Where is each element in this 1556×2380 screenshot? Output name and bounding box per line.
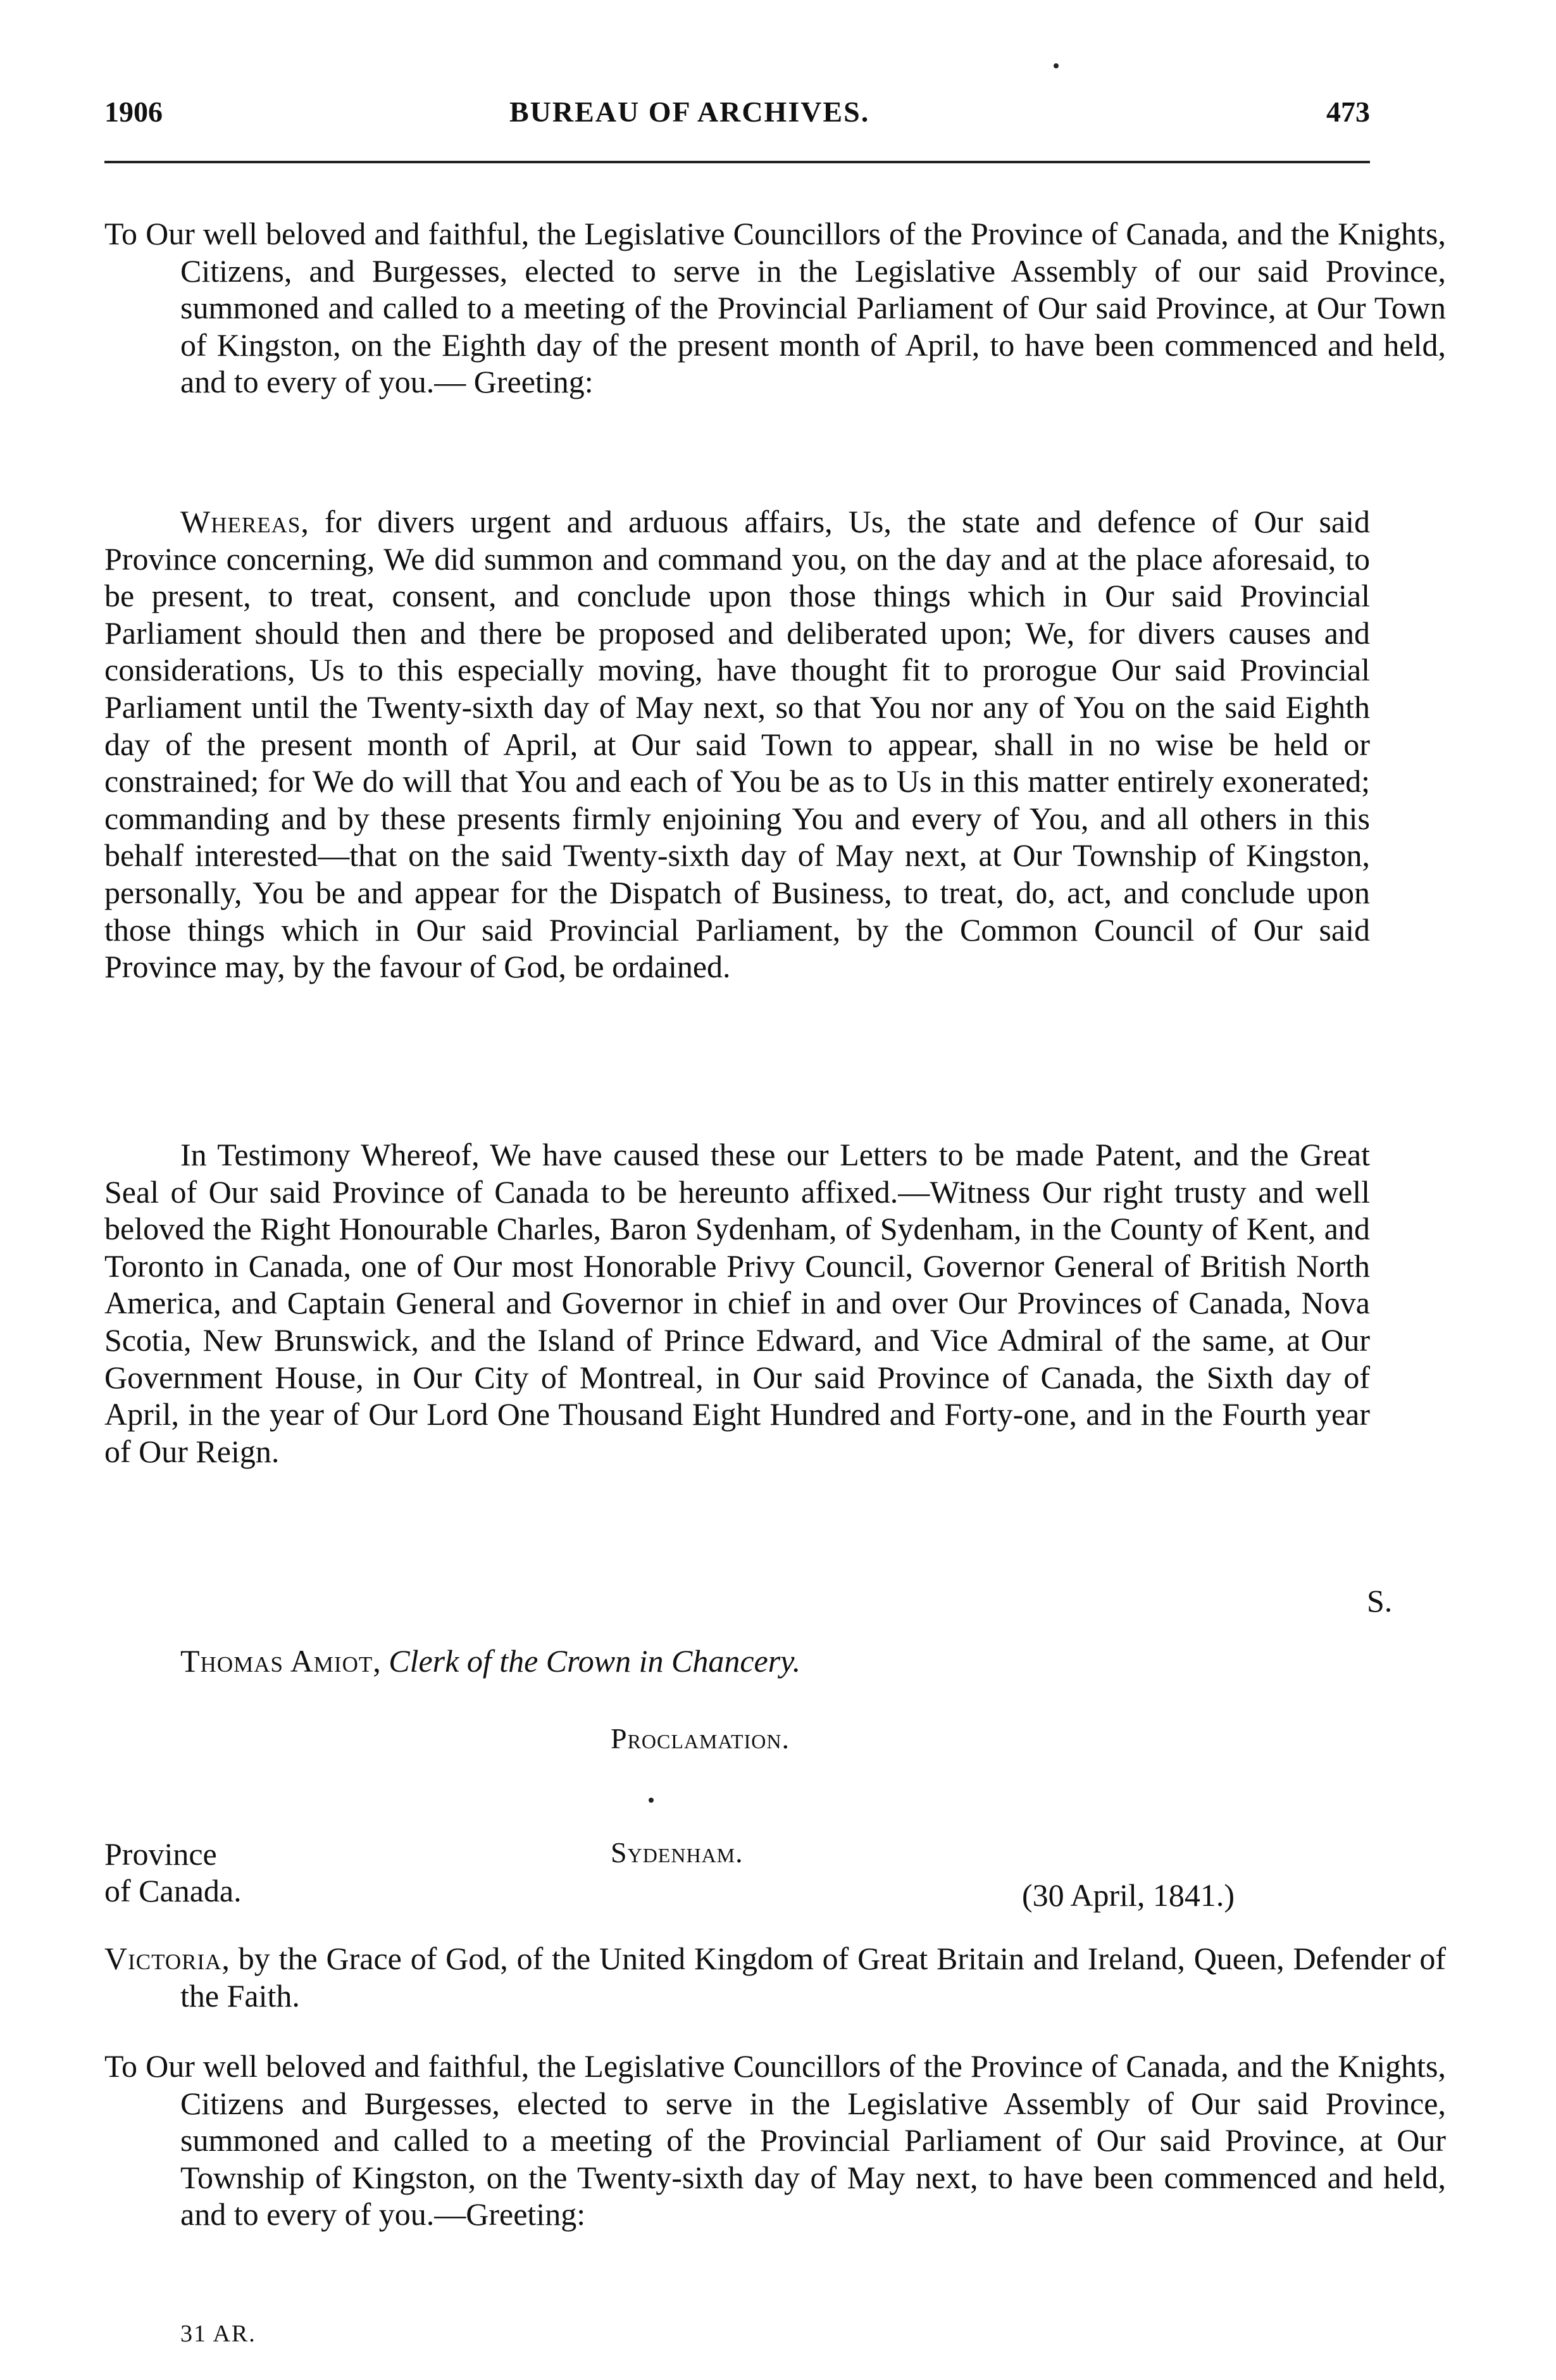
page-number: 473 bbox=[1326, 96, 1370, 128]
testimony-text: In Testimony Whereof, We have caused these our Letters to be made Patent, and the Great Seal of Our said Province of Canada to be hereunto affixed.—Witness Our right trusty and well beloved the Right Honourable Charles, Baron Sydenham, of Sydenham, in the County of Kent, and Toronto in Canada, one of Our most Honorable Privy Council, Governor General of British North America, and Captain General and Governor in chief in and over Our Provinces of Canada, Nova Scotia, New Brunswick, and the Island of Prince Edward, and Vice Admiral of the same, at Our Government House, in Our City of Montreal, in Our said Province of Canada, the Sixth day of April, in the year of Our Lord One Thousand Eight Hundred and Forty-one, and in the Fourth year of Our Reign. bbox=[104, 1137, 1370, 1469]
province-line-1: Province bbox=[104, 1836, 217, 1872]
proclamation-date: (30 April, 1841.) bbox=[1022, 1877, 1235, 1913]
paragraph-testimony bbox=[104, 1136, 1370, 1470]
clerk-name: Thomas Amiot bbox=[180, 1643, 373, 1679]
running-head bbox=[104, 89, 1370, 146]
whereas-lead: Whereas bbox=[180, 504, 301, 539]
paragraph-address-text: To Our well beloved and faithful, the Legislative Councillors of the Province of Canada, and the Knights, Citizens, and Burgesses, elected to serve in the Legislative Assembly of our said Province, summoned and called to a meeting of the Provincial Parliament of Our said Province, at Our Town of Kingston, on the Eighth day of the present month of April, to have been commenced and held, and to every of you.— Greeting: bbox=[104, 216, 1446, 400]
paragraph-whereas bbox=[104, 503, 1370, 986]
victoria-text: , by the Grace of God, of the United Kingdom of Great Britain and Ireland, Queen, Defender of the Faith. bbox=[180, 1941, 1446, 2014]
paragraph-address-2-text: To Our well beloved and faithful, the Legislative Councillors of the Province of Canada, and the Knights, Citizens and Burgesses, elected to serve in the Legislative Assembly of Our said Province, summoned and called to a meeting of the Provincial Parliament of Our said Province, at Our Township of Kingston, on the Twenty-sixth day of May next, to have been commenced and held, and to every of you.—Greeting: bbox=[104, 2048, 1446, 2233]
whereas-text: , for divers urgent and arduous affairs, Us, the state and defence of Our said Province concerning, We did summon and command you, on the day and at the place aforesaid, to be present, to treat, consent, and conclude upon those things which in Our said Provincial Parliament should then and there be proposed and deliberated upon; We, for divers causes and considerations, Us to this especially moving, have thought fit to prorogue Our said Provincial Parliament until the Twenty-sixth day of May next, so that You nor any of You on the said Eighth day of the present month of April, at Our said Town to appear, shall in no wise be held or constrained; for We do will that You and each of You be as to Us in this matter entirely exonerated; commanding and by these presents firmly enjoining You and every of You, and all others in this behalf interested—that on the said Twenty-sixth day of May next, at Our Township of Kingston, personally, You be and appear for the Dispatch of Business, to treat, do, act, and conclude upon those things which in Our said Provincial Parliament, by the Common Council of Our said Province may, by the favour of God, be ordained. bbox=[104, 504, 1370, 985]
paragraph-address-2 bbox=[104, 2048, 1446, 2233]
seal-mark: S. bbox=[1367, 1583, 1393, 1619]
header-title: BUREAU OF ARCHIVES. bbox=[509, 96, 870, 128]
clerk-role: Clerk of the Crown in Chancery. bbox=[389, 1643, 801, 1679]
victoria-lead: Victoria bbox=[104, 1941, 222, 1976]
header-rule bbox=[104, 161, 1370, 163]
province-label bbox=[104, 1836, 242, 1909]
paragraph-address bbox=[104, 215, 1446, 401]
province-line-2: of Canada. bbox=[104, 1873, 242, 1908]
governor-name: Sydenham. bbox=[611, 1836, 744, 1869]
document-page bbox=[104, 89, 1446, 2347]
header-year: 1906 bbox=[104, 96, 163, 128]
print-speck-mark bbox=[649, 1798, 654, 1803]
proclamation-heading: Proclamation. bbox=[611, 1722, 790, 1755]
paragraph-victoria bbox=[104, 1940, 1446, 2014]
clerk-signature: Thomas Amiot, Clerk of the Crown in Chancery. bbox=[180, 1643, 801, 1679]
signature-mark: 31 AR. bbox=[180, 2320, 256, 2347]
print-speck-mark bbox=[1054, 63, 1059, 68]
